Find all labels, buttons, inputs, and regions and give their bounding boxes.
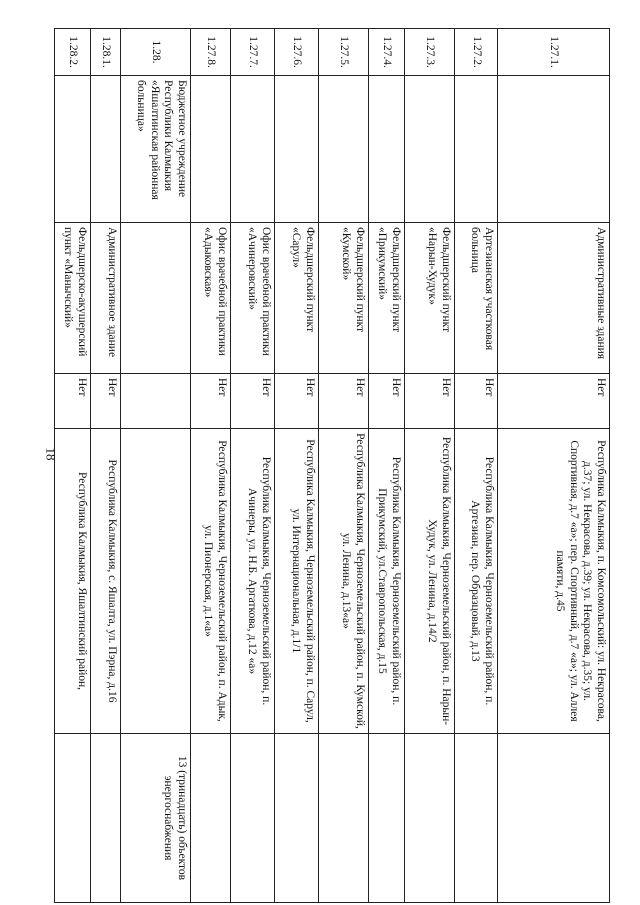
flag-cell: Нет xyxy=(405,374,455,429)
count-cell xyxy=(191,734,231,903)
count-cell: 13 (тринадцать) объектов энергоснабжения xyxy=(121,734,191,903)
address-cell: Республика Калмыкия, п. Комсомольский: ул. Некрасова, д.37; ул. Некрасова, д.39; ул. Некрасова, д.35; ул. Спортивная, д.7 «а»; пер. Спортивный, д.7 «а»; ул. Аллея памяти, д.45 xyxy=(498,429,610,734)
row-number: 1.27.7. xyxy=(231,29,275,76)
flag-cell: Нет xyxy=(498,374,610,429)
object-name: Фельдшерский пункт «Нарын-Худук» xyxy=(405,223,455,374)
object-name xyxy=(121,223,191,374)
organization-cell: Бюджетное учреждение Республики Калмыкия «Яшалтинская районная больница» xyxy=(121,76,191,223)
address-cell: Республика Калмыкия, Черноземельский район, п. Артезиан, пер. Образцовый, д.13 xyxy=(455,429,498,734)
table-row xyxy=(55,29,91,903)
table-row xyxy=(455,29,498,903)
table-row xyxy=(91,29,121,903)
organization-cell xyxy=(455,76,498,223)
address-cell: Республика Калмыкия, Черноземельский район, п. Ачинеры, ул. Н.Б. Аргаткова, д.12 «а» xyxy=(231,429,275,734)
organization-cell xyxy=(191,76,231,223)
flag-cell: Нет xyxy=(275,374,319,429)
organization-cell xyxy=(369,76,405,223)
object-name: Фельдшерский пункт «Прикумский» xyxy=(369,223,405,374)
row-number: 1.27.6. xyxy=(275,29,319,76)
object-name: Офис врачебной практики «Ачинеровский» xyxy=(231,223,275,374)
table-row xyxy=(369,29,405,903)
table-row xyxy=(231,29,275,903)
organization-cell xyxy=(405,76,455,223)
organization-cell xyxy=(275,76,319,223)
count-cell xyxy=(319,734,369,903)
organization-cell xyxy=(55,76,91,223)
flag-cell: Нет xyxy=(231,374,275,429)
row-number: 1.27.4. xyxy=(369,29,405,76)
address-cell: Республика Калмыкия, Черноземельский район, п. Нарын-Худук, ул. Ленина, д.14/2 xyxy=(405,429,455,734)
row-number: 1.27.8. xyxy=(191,29,231,76)
table-row xyxy=(121,29,191,903)
row-number: 1.27.2. xyxy=(455,29,498,76)
rotated-page xyxy=(62,28,610,881)
row-number: 1.27.1. xyxy=(498,29,610,76)
count-cell xyxy=(369,734,405,903)
address-cell: Республика Калмыкия, Черноземельский район, п. Сарул, ул. Интернациональная, д.1/1 xyxy=(275,429,319,734)
count-cell xyxy=(275,734,319,903)
flag-cell: Нет xyxy=(91,374,121,429)
object-name: Фельдшерский пункт «Сарул» xyxy=(275,223,319,374)
table-row xyxy=(319,29,369,903)
organization-cell xyxy=(91,76,121,223)
row-number: 1.28.2. xyxy=(55,29,91,76)
row-number: 1.27.5. xyxy=(319,29,369,76)
organization-cell xyxy=(498,76,610,223)
flag-cell: Нет xyxy=(319,374,369,429)
count-cell xyxy=(405,734,455,903)
address-cell: Республика Калмыкия, Черноземельский район, п. Адык, ул. Пионерская, д.1«а» xyxy=(191,429,231,734)
address-cell: Республика Калмыкия, Яшалтинский район, xyxy=(55,429,91,734)
object-name: Фельдшерский пункт «Кумской» xyxy=(319,223,369,374)
row-number: 1.28. xyxy=(121,29,191,76)
object-name: Административные здания xyxy=(498,223,610,374)
table-row xyxy=(498,29,610,903)
flag-cell: Нет xyxy=(369,374,405,429)
flag-cell: Нет xyxy=(455,374,498,429)
flag-cell: Нет xyxy=(191,374,231,429)
count-cell xyxy=(498,734,610,903)
flag-cell: Нет xyxy=(55,374,91,429)
address-cell: Республика Калмыкия, Черноземельский район, п. Кумской, ул. Ленина, д.13«а» xyxy=(319,429,369,734)
address-cell: Республика Калмыкия, с. Яшалта, ул. Пэрна, д.16 xyxy=(91,429,121,734)
address-cell: Республика Калмыкия, Черноземельский район, п. Прикумский, ул.Ставропольская, д.15 xyxy=(369,429,405,734)
count-cell xyxy=(55,734,91,903)
table-row xyxy=(275,29,319,903)
row-number: 1.27.3. xyxy=(405,29,455,76)
table-row xyxy=(191,29,231,903)
page-number: 18 xyxy=(43,447,59,461)
object-name: Фельдшерско-акушерский пункт «Манычский» xyxy=(55,223,91,374)
count-cell xyxy=(91,734,121,903)
organization-cell xyxy=(231,76,275,223)
address-cell xyxy=(121,429,191,734)
row-number: 1.28.1. xyxy=(91,29,121,76)
object-name: Офис врачебной практики «Адыковская» xyxy=(191,223,231,374)
count-cell xyxy=(455,734,498,903)
object-name: Артезианская участковая больница xyxy=(455,223,498,374)
table-row xyxy=(405,29,455,903)
object-name: Административное здание xyxy=(91,223,121,374)
count-cell xyxy=(231,734,275,903)
objects-table xyxy=(54,28,610,903)
organization-cell xyxy=(319,76,369,223)
flag-cell xyxy=(121,374,191,429)
